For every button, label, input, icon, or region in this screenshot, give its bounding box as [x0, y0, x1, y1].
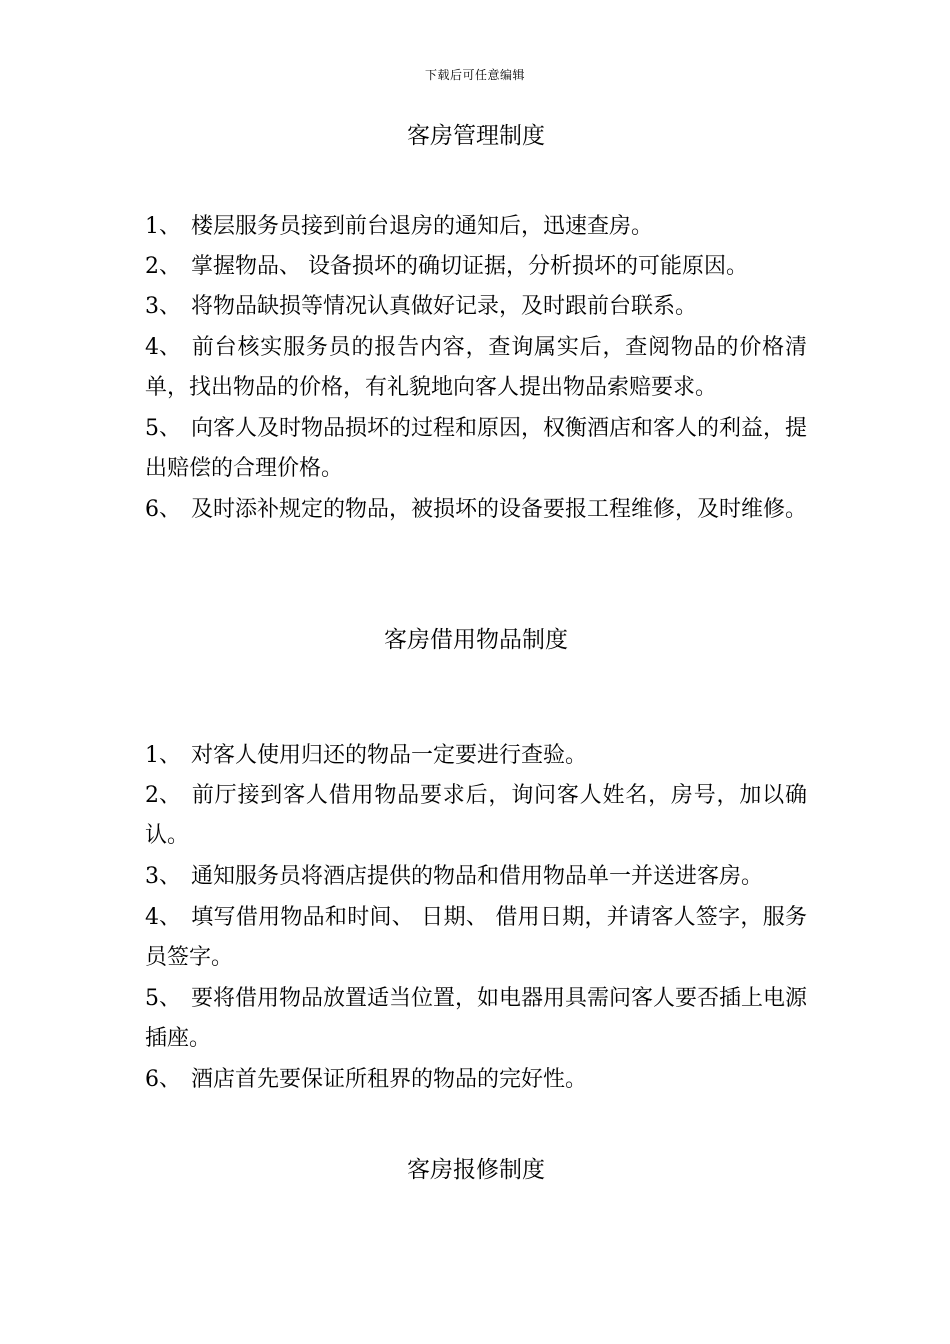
page-header: 下载后可任意编辑: [424, 68, 525, 82]
item-number: 6、: [145, 1067, 181, 1092]
item-text: 楼层服务员接到前台退房的通知后，迅速查房。: [191, 214, 654, 239]
item-number: 4、: [145, 335, 181, 360]
list-item: [145, 776, 807, 856]
section-title-repair: 客房报修制度: [407, 1157, 545, 1183]
item-number: 2、: [145, 254, 181, 279]
item-number: 1、: [145, 214, 181, 239]
list-item: [145, 328, 807, 408]
item-text: 前台核实服务员的报告内容，查询属实后，查阅物品的价格清单，找出物品的价格，有礼貌地向客人提出物品索赔要求。: [145, 335, 807, 400]
item-number: 3、: [145, 864, 181, 889]
item-text: 将物品缺损等情况认真做好记录，及时跟前台联系。: [191, 294, 698, 319]
list-item: [145, 736, 807, 776]
item-number: 6、: [145, 497, 181, 522]
item-text: 及时添补规定的物品，被损坏的设备要报工程维修，及时维修。: [191, 497, 808, 522]
item-number: 5、: [145, 416, 181, 441]
item-text: 前厅接到客人借用物品要求后，询问客人姓名，房号，加以确认。: [145, 783, 807, 848]
list-item: [145, 979, 807, 1059]
item-text: 要将借用物品放置适当位置，如电器用具需问客人要否插上电源插座。: [145, 986, 808, 1051]
item-text: 向客人及时物品损坏的过程和原因，权衡酒店和客人的利益，提出赔偿的合理价格。: [145, 416, 808, 481]
list-item: [145, 857, 807, 897]
list-item: [145, 247, 807, 287]
item-number: 4、: [145, 905, 181, 930]
item-text: 掌握物品、 设备损坏的确切证据，分析损坏的可能原因。: [191, 254, 748, 279]
list-item: [145, 207, 807, 247]
list-item: [145, 409, 807, 489]
list-item: [145, 287, 807, 327]
list-item: [145, 490, 807, 530]
item-text: 填写借用物品和时间、 日期、 借用日期，并请客人签字，服务员签字。: [145, 905, 807, 970]
list-item: [145, 898, 807, 978]
item-number: 1、: [145, 743, 181, 768]
section-title-borrowing: 客房借用物品制度: [384, 627, 568, 653]
item-number: 5、: [145, 986, 181, 1011]
item-text: 对客人使用归还的物品一定要进行查验。: [191, 743, 588, 768]
section-title-room-management: 客房管理制度: [407, 123, 545, 149]
list-item: [145, 1060, 807, 1100]
item-number: 2、: [145, 783, 181, 808]
item-text: 酒店首先要保证所租界的物品的完好性。: [191, 1067, 588, 1092]
item-number: 3、: [145, 294, 181, 319]
item-text: 通知服务员将酒店提供的物品和借用物品单一并送进客房。: [191, 864, 764, 889]
